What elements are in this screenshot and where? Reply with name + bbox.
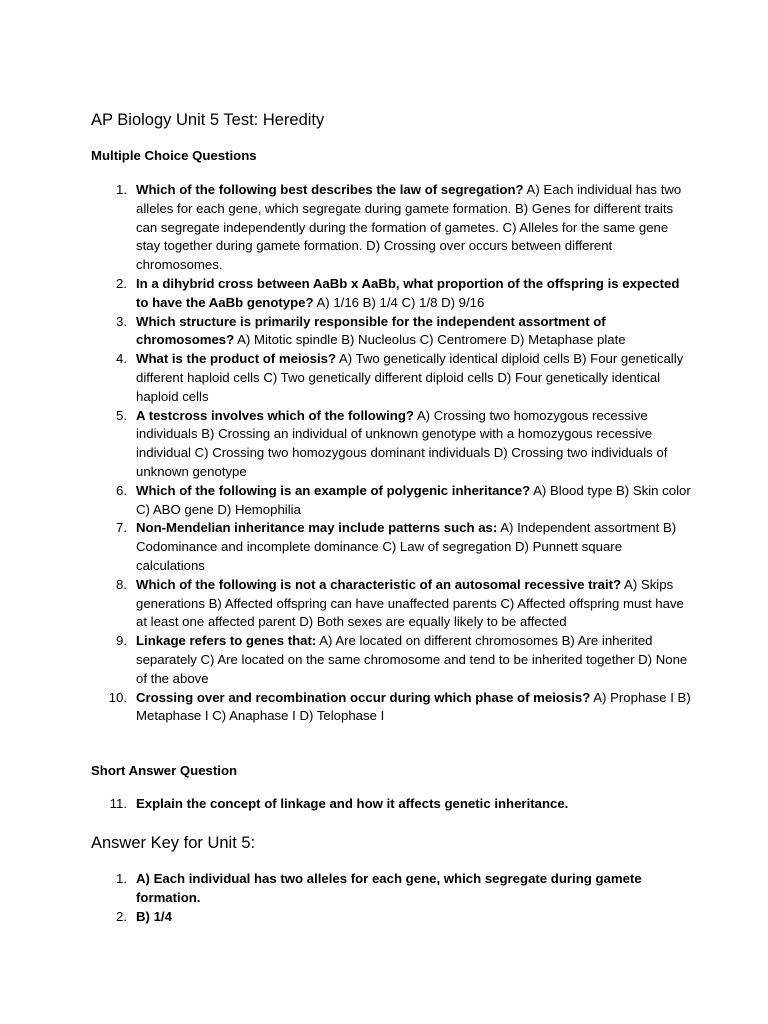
question-item xyxy=(91,181,691,275)
short-answer-heading: Short Answer Question xyxy=(91,763,238,778)
question-number: 7. xyxy=(116,520,127,536)
question-number: 9. xyxy=(116,633,127,649)
question-item xyxy=(91,313,691,351)
question-item xyxy=(91,689,691,727)
answer-item xyxy=(91,908,691,927)
question-text: Non-Mendelian inheritance may include patterns such as: xyxy=(136,520,498,536)
question-options: A) Prophase I B) Metaphase I C) Anaphase I D) Telophase I xyxy=(136,689,691,724)
question-text: Crossing over and recombination occur during which phase of meiosis? xyxy=(136,689,591,705)
answer-item xyxy=(91,870,691,908)
question-item xyxy=(91,482,691,520)
question-text: Linkage refers to genes that: xyxy=(136,633,317,649)
question-options: A) Skips generations B) Affected offspring can have unaffected parents C) Affected offspring must have at least one affected parent D) Both sexes are equally likely to be affected xyxy=(136,576,684,630)
question-text: Which of the following best describes the law of segregation? xyxy=(136,182,524,197)
answer-key-list xyxy=(91,870,691,926)
question-options: A) Independent assortment B) Codominance and incomplete dominance C) Law of segregation D) Punnett square calculations xyxy=(136,520,677,573)
question-options: A) 1/16 B) 1/4 C) 1/8 D) 9/16 xyxy=(313,294,485,310)
answer-text: B) 1/4 xyxy=(136,908,172,924)
answer-number: 2. xyxy=(116,908,127,924)
question-text: A testcross involves which of the following? xyxy=(136,407,414,423)
answer-number: 1. xyxy=(116,871,127,886)
answer-text: A) Each individual has two alleles for each gene, which segregate during gamete formation. xyxy=(136,871,642,905)
question-item xyxy=(91,632,691,688)
short-answer-item xyxy=(91,795,691,814)
answer-key-title: Answer Key for Unit 5: xyxy=(91,834,256,852)
question-number: 11. xyxy=(109,796,127,811)
question-number: 6. xyxy=(116,482,127,498)
question-text: Which of the following is an example of polygenic inheritance? xyxy=(136,482,531,498)
question-number: 4. xyxy=(116,351,127,367)
question-number: 10. xyxy=(108,689,127,705)
question-item xyxy=(91,519,691,575)
question-item xyxy=(91,350,691,406)
short-answer-list xyxy=(91,795,691,814)
question-item xyxy=(91,275,691,313)
question-options: A) Each individual has two alleles for each gene, which segregate during gamete formation. B) Genes for different traits can segregate independently during the formation of gametes. C) Alleles for the same gene stay together during gamete formation. D) Crossing over occurs between different chromosomes. xyxy=(136,182,682,273)
document-title: AP Biology Unit 5 Test: Heredity xyxy=(91,111,325,129)
question-item xyxy=(91,576,691,632)
question-text: In a dihybrid cross between AaBb x AaBb, what proportion of the offspring is expected to have the AaBb genotype? xyxy=(136,275,680,310)
question-item xyxy=(91,407,691,482)
question-number: 8. xyxy=(116,576,127,592)
question-text: Which of the following is not a characteristic of an autosomal recessive trait? xyxy=(136,576,622,592)
question-options: A) Two genetically identical diploid cells B) Four genetically different haploid cells C) Two genetically different diploid cells D) Four genetically identical haploid cells xyxy=(136,351,684,404)
question-number: 1. xyxy=(116,182,127,197)
question-options: A) Crossing two homozygous recessive individuals B) Crossing an individual of unknown genotype with a homozygous recessive individual C) Crossing two homozygous dominant individuals D) Crossing two individuals of unknown genotype xyxy=(136,407,668,479)
question-number: 2. xyxy=(116,275,127,291)
question-options: A) Mitotic spindle B) Nucleolus C) Centromere D) Metaphase plate xyxy=(234,332,626,348)
question-text: What is the product of meiosis? xyxy=(136,351,337,367)
multiple-choice-list xyxy=(91,181,691,726)
question-text: Explain the concept of linkage and how it affects genetic inheritance. xyxy=(136,796,569,811)
question-options: A) Are located on different chromosomes B) Are inherited separately C) Are located on the same chromosome and tend to be inherited together D) None of the above xyxy=(136,633,688,686)
multiple-choice-heading: Multiple Choice Questions xyxy=(91,148,257,163)
question-number: 3. xyxy=(116,313,127,329)
question-text: Which structure is primarily responsible for the independent assortment of chromosomes? xyxy=(136,313,606,348)
question-number: 5. xyxy=(116,407,127,423)
question-options: A) Blood type B) Skin color C) ABO gene D) Hemophilia xyxy=(136,482,691,517)
